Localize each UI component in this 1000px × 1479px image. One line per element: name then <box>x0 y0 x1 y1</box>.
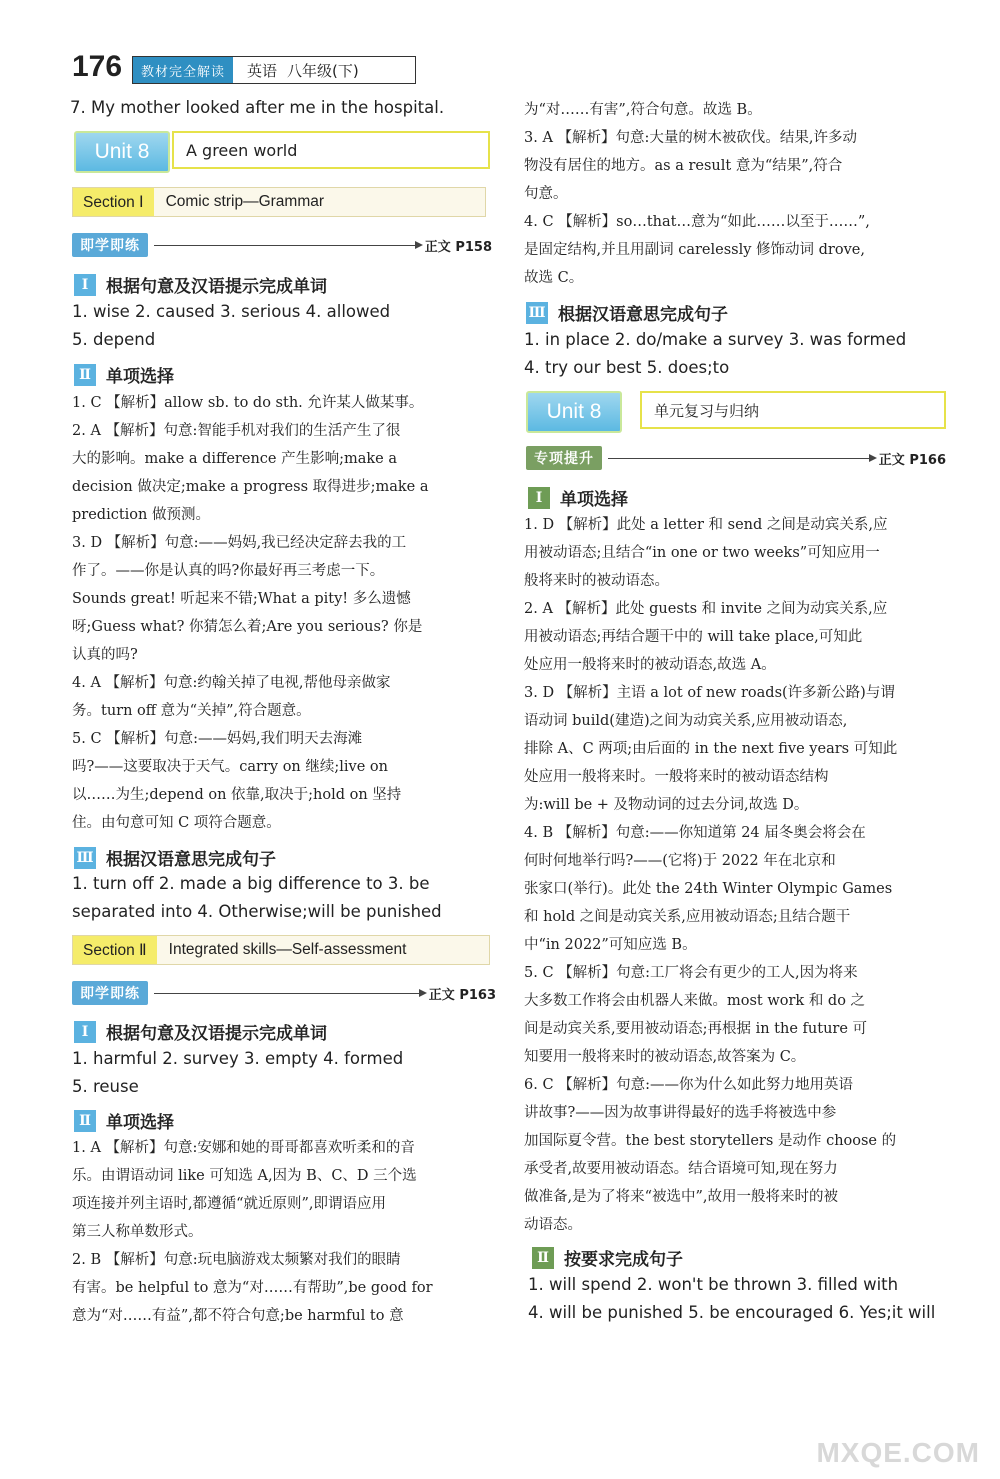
unit-tag: Unit 8 <box>74 131 170 173</box>
answer-line: 3. D 【解析】句意:——妈妈,我已经决定辞去我的工 <box>72 535 407 551</box>
roman-numeral: Ⅱ <box>74 1110 96 1132</box>
answer-line: 5. depend <box>72 330 156 349</box>
question-heading <box>74 1019 327 1044</box>
heading-title: 单项选择 <box>106 1113 174 1133</box>
unit-title: A green world <box>172 131 490 169</box>
answer-line: 务。turn off 意为“关掉”,符合题意。 <box>72 703 311 719</box>
section-title: Integrated skills—Self-assessment <box>168 941 407 958</box>
answer-line: 处应用一般将来时的被动语态,故选 A。 <box>524 657 776 673</box>
answer-line: 4. B 【解析】句意:——你知道第 24 届冬奥会将会在 <box>524 825 866 841</box>
answer-line: 做准备,是为了将来“被选中”,故用一般将来时的被 <box>524 1189 839 1205</box>
roman-numeral: Ⅰ <box>528 487 550 509</box>
answer-line: 大多数工作将会由机器人来做。most work 和 do 之 <box>524 993 866 1009</box>
answer-line: 中“in 2022”可知应选 B。 <box>524 937 697 953</box>
answer-line: 是固定结构,并且用副词 carelessly 修饰动词 drove, <box>524 242 865 258</box>
answer-line: 7. My mother looked after me in the hospital. <box>70 98 445 117</box>
answer-line: 大的影响。make a difference 产生影响;make a <box>72 451 397 467</box>
question-heading <box>526 300 728 325</box>
answer-line: 用被动语态;且结合“in one or two weeks”可知应用一 <box>524 545 880 561</box>
answer-line: 排除 A、C 两项;由后面的 in the next five years 可知此 <box>524 741 898 757</box>
question-heading <box>74 362 174 387</box>
unit-title: 单元复习与归纳 <box>640 391 946 429</box>
roman-numeral: Ⅰ <box>74 1021 96 1043</box>
answer-line: 1. harmful 2. survey 3. empty 4. formed <box>72 1049 404 1068</box>
answer-line: 1. will spend 2. won't be thrown 3. filled with <box>528 1275 899 1294</box>
answer-line: 吗?——这要取决于天气。carry on 继续;live on <box>72 759 388 775</box>
answer-line: 间是动宾关系,要用被动语态;再根据 in the future 可 <box>524 1021 868 1037</box>
answer-line: prediction 做预测。 <box>72 507 210 523</box>
answer-line: 1. C 【解析】allow sb. to do sth. 允许某人做某事。 <box>72 395 424 411</box>
roman-numeral: Ⅱ <box>532 1247 554 1269</box>
answer-line: 作了。——你是认真的吗?你最好再三考虑一下。 <box>72 563 385 579</box>
answer-line: 以……为生;depend on 依靠,取决于;hold on 坚持 <box>72 787 402 803</box>
answer-line: 句意。 <box>524 186 568 202</box>
subject: 英语 <box>247 61 278 80</box>
roman-numeral: Ⅲ <box>74 847 96 869</box>
section-bar <box>72 935 490 965</box>
practice-bar <box>526 446 946 470</box>
answer-line: 1. in place 2. do/make a survey 3. was formed <box>524 330 907 349</box>
answer-line: 处应用一般将来时。一般将来时的被动语态结构 <box>524 769 829 785</box>
answer-line: 5. C 【解析】句意:工厂将会有更少的工人,因为将来 <box>524 965 858 981</box>
section-number: Section Ⅱ <box>73 936 157 964</box>
arrow-icon <box>154 245 419 246</box>
answer-line: 故选 C。 <box>524 270 584 286</box>
unit-tag: Unit 8 <box>526 391 622 433</box>
practice-bar <box>72 981 496 1005</box>
answer-line: 知要用一般将来时的被动语态,故答案为 C。 <box>524 1049 806 1065</box>
heading-title: 根据汉语意思完成句子 <box>558 305 728 325</box>
answer-line: 认真的吗? <box>72 647 138 663</box>
section-number: Section Ⅰ <box>73 188 154 216</box>
answer-line: 物没有居住的地方。as a result 意为“结果”,符合 <box>524 158 843 174</box>
answer-line: 3. D 【解析】主语 a lot of new roads(许多新公路)与谓 <box>524 685 895 701</box>
answer-line: 2. A 【解析】此处 guests 和 invite 之间为动宾关系,应 <box>524 601 888 617</box>
question-heading <box>74 272 327 297</box>
answer-line: Sounds great! 听起来不错;What a pity! 多么遗憾 <box>72 591 411 607</box>
answer-line: 1. wise 2. caused 3. serious 4. allowed <box>72 302 391 321</box>
header-bar <box>132 56 416 84</box>
answer-line: 用被动语态;再结合题干中的 will take place,可知此 <box>524 629 863 645</box>
answer-line: 1. A 【解析】句意:安娜和她的哥哥都喜欢听柔和的音 <box>72 1140 415 1156</box>
answer-line: 为:will be + 及物动词的过去分词,故选 D。 <box>524 797 809 813</box>
answer-line: decision 做决定;make a progress 取得进步;make a <box>72 479 429 495</box>
arrow-icon <box>154 993 423 994</box>
answer-line: 4. A 【解析】句意:约翰关掉了电视,帮他母亲做家 <box>72 675 391 691</box>
answer-line: 呀;Guess what? 你猜怎么着;Are you serious? 你是 <box>72 619 423 635</box>
answer-line: 2. A 【解析】句意:智能手机对我们的生活产生了很 <box>72 423 401 439</box>
answer-line: 有害。be helpful to 意为“对……有帮助”,be good for <box>72 1280 433 1296</box>
question-heading <box>532 1245 683 1270</box>
page-reference: 正文 P158 <box>424 239 492 255</box>
answer-line: 1. turn off 2. made a big difference to 3. be <box>72 874 430 893</box>
answer-line: 6. C 【解析】句意:——你为什么如此努力地用英语 <box>524 1077 854 1093</box>
heading-title: 根据句意及汉语提示完成单词 <box>106 277 327 297</box>
roman-numeral: Ⅲ <box>526 302 548 324</box>
answer-line: 和 hold 之间是动宾关系,应用被动语态;且结合题干 <box>524 909 851 925</box>
answer-line: separated into 4. Otherwise;will be punished <box>72 902 442 921</box>
page-number: 176 <box>72 50 123 83</box>
answer-line: 项连接并列主语时,都遵循“就近原则”,即谓语应用 <box>72 1196 387 1212</box>
answer-line: 4. will be punished 5. be encouraged 6. Yes;it will <box>528 1303 936 1322</box>
answer-line: 意为“对……有益”,都不符合句意;be harmful to 意 <box>72 1308 404 1324</box>
answer-line: 第三人称单数形式。 <box>72 1224 203 1240</box>
section-title: Comic strip—Grammar <box>165 193 325 210</box>
roman-numeral: Ⅱ <box>74 364 96 386</box>
watermark: MXQE.COM <box>816 1437 980 1468</box>
roman-numeral: Ⅰ <box>74 274 96 296</box>
answer-line: 语动词 build(建造)之间为动宾关系,应用被动语态, <box>524 713 848 729</box>
series-label: 教材完全解读 <box>133 57 233 83</box>
question-heading <box>528 485 628 510</box>
answer-line: 加国际夏令营。the best storytellers 是动作 choose 的 <box>524 1133 897 1149</box>
practice-tag: 即学即练 <box>72 981 148 1005</box>
practice-bar <box>72 233 492 257</box>
heading-title: 单项选择 <box>106 367 174 387</box>
heading-title: 按要求完成句子 <box>564 1250 683 1270</box>
answer-line: 承受者,故要用被动语态。结合语境可知,现在努力 <box>524 1161 838 1177</box>
heading-title: 单项选择 <box>560 490 628 510</box>
question-heading <box>74 845 276 870</box>
answer-line: 为“对……有害”,符合句意。故选 B。 <box>524 102 762 118</box>
answer-line: 动语态。 <box>524 1217 582 1233</box>
answer-line: 1. D 【解析】此处 a letter 和 send 之间是动宾关系,应 <box>524 517 888 533</box>
subject-label <box>233 57 369 83</box>
answer-line: 3. A 【解析】句意:大量的树木被砍伐。结果,许多动 <box>524 130 858 146</box>
answer-line: 张家口(举行)。此处 the 24th Winter Olympic Games <box>524 881 893 897</box>
answer-line: 乐。由谓语动词 like 可知选 A,因为 B、C、D 三个选 <box>72 1168 417 1184</box>
arrow-icon <box>608 458 873 459</box>
page-reference: 正文 P166 <box>878 452 946 468</box>
practice-tag: 即学即练 <box>72 233 148 257</box>
question-heading <box>74 1108 174 1133</box>
answer-line: 讲故事?——因为故事讲得最好的选手将被选中参 <box>524 1105 837 1121</box>
answer-line: 何时何地举行吗?——(它将)于 2022 年在北京和 <box>524 853 836 869</box>
heading-title: 根据汉语意思完成句子 <box>106 850 276 870</box>
practice-tag: 专项提升 <box>526 446 602 470</box>
answer-line: 5. reuse <box>72 1077 139 1096</box>
section-bar <box>72 187 486 217</box>
answer-line: 2. B 【解析】句意:玩电脑游戏太频繁对我们的眼睛 <box>72 1252 401 1268</box>
page-reference: 正文 P163 <box>428 987 496 1003</box>
answer-line: 般将来时的被动语态。 <box>524 573 669 589</box>
answer-line: 5. C 【解析】句意:——妈妈,我们明天去海滩 <box>72 731 363 747</box>
answer-line: 4. C 【解析】so…that…意为“如此……以至于……”, <box>524 214 870 230</box>
heading-title: 根据句意及汉语提示完成单词 <box>106 1024 327 1044</box>
grade: 八年级(下) <box>287 61 359 80</box>
answer-line: 4. try our best 5. does;to <box>524 358 730 377</box>
answer-line: 住。由句意可知 C 项符合题意。 <box>72 815 281 831</box>
